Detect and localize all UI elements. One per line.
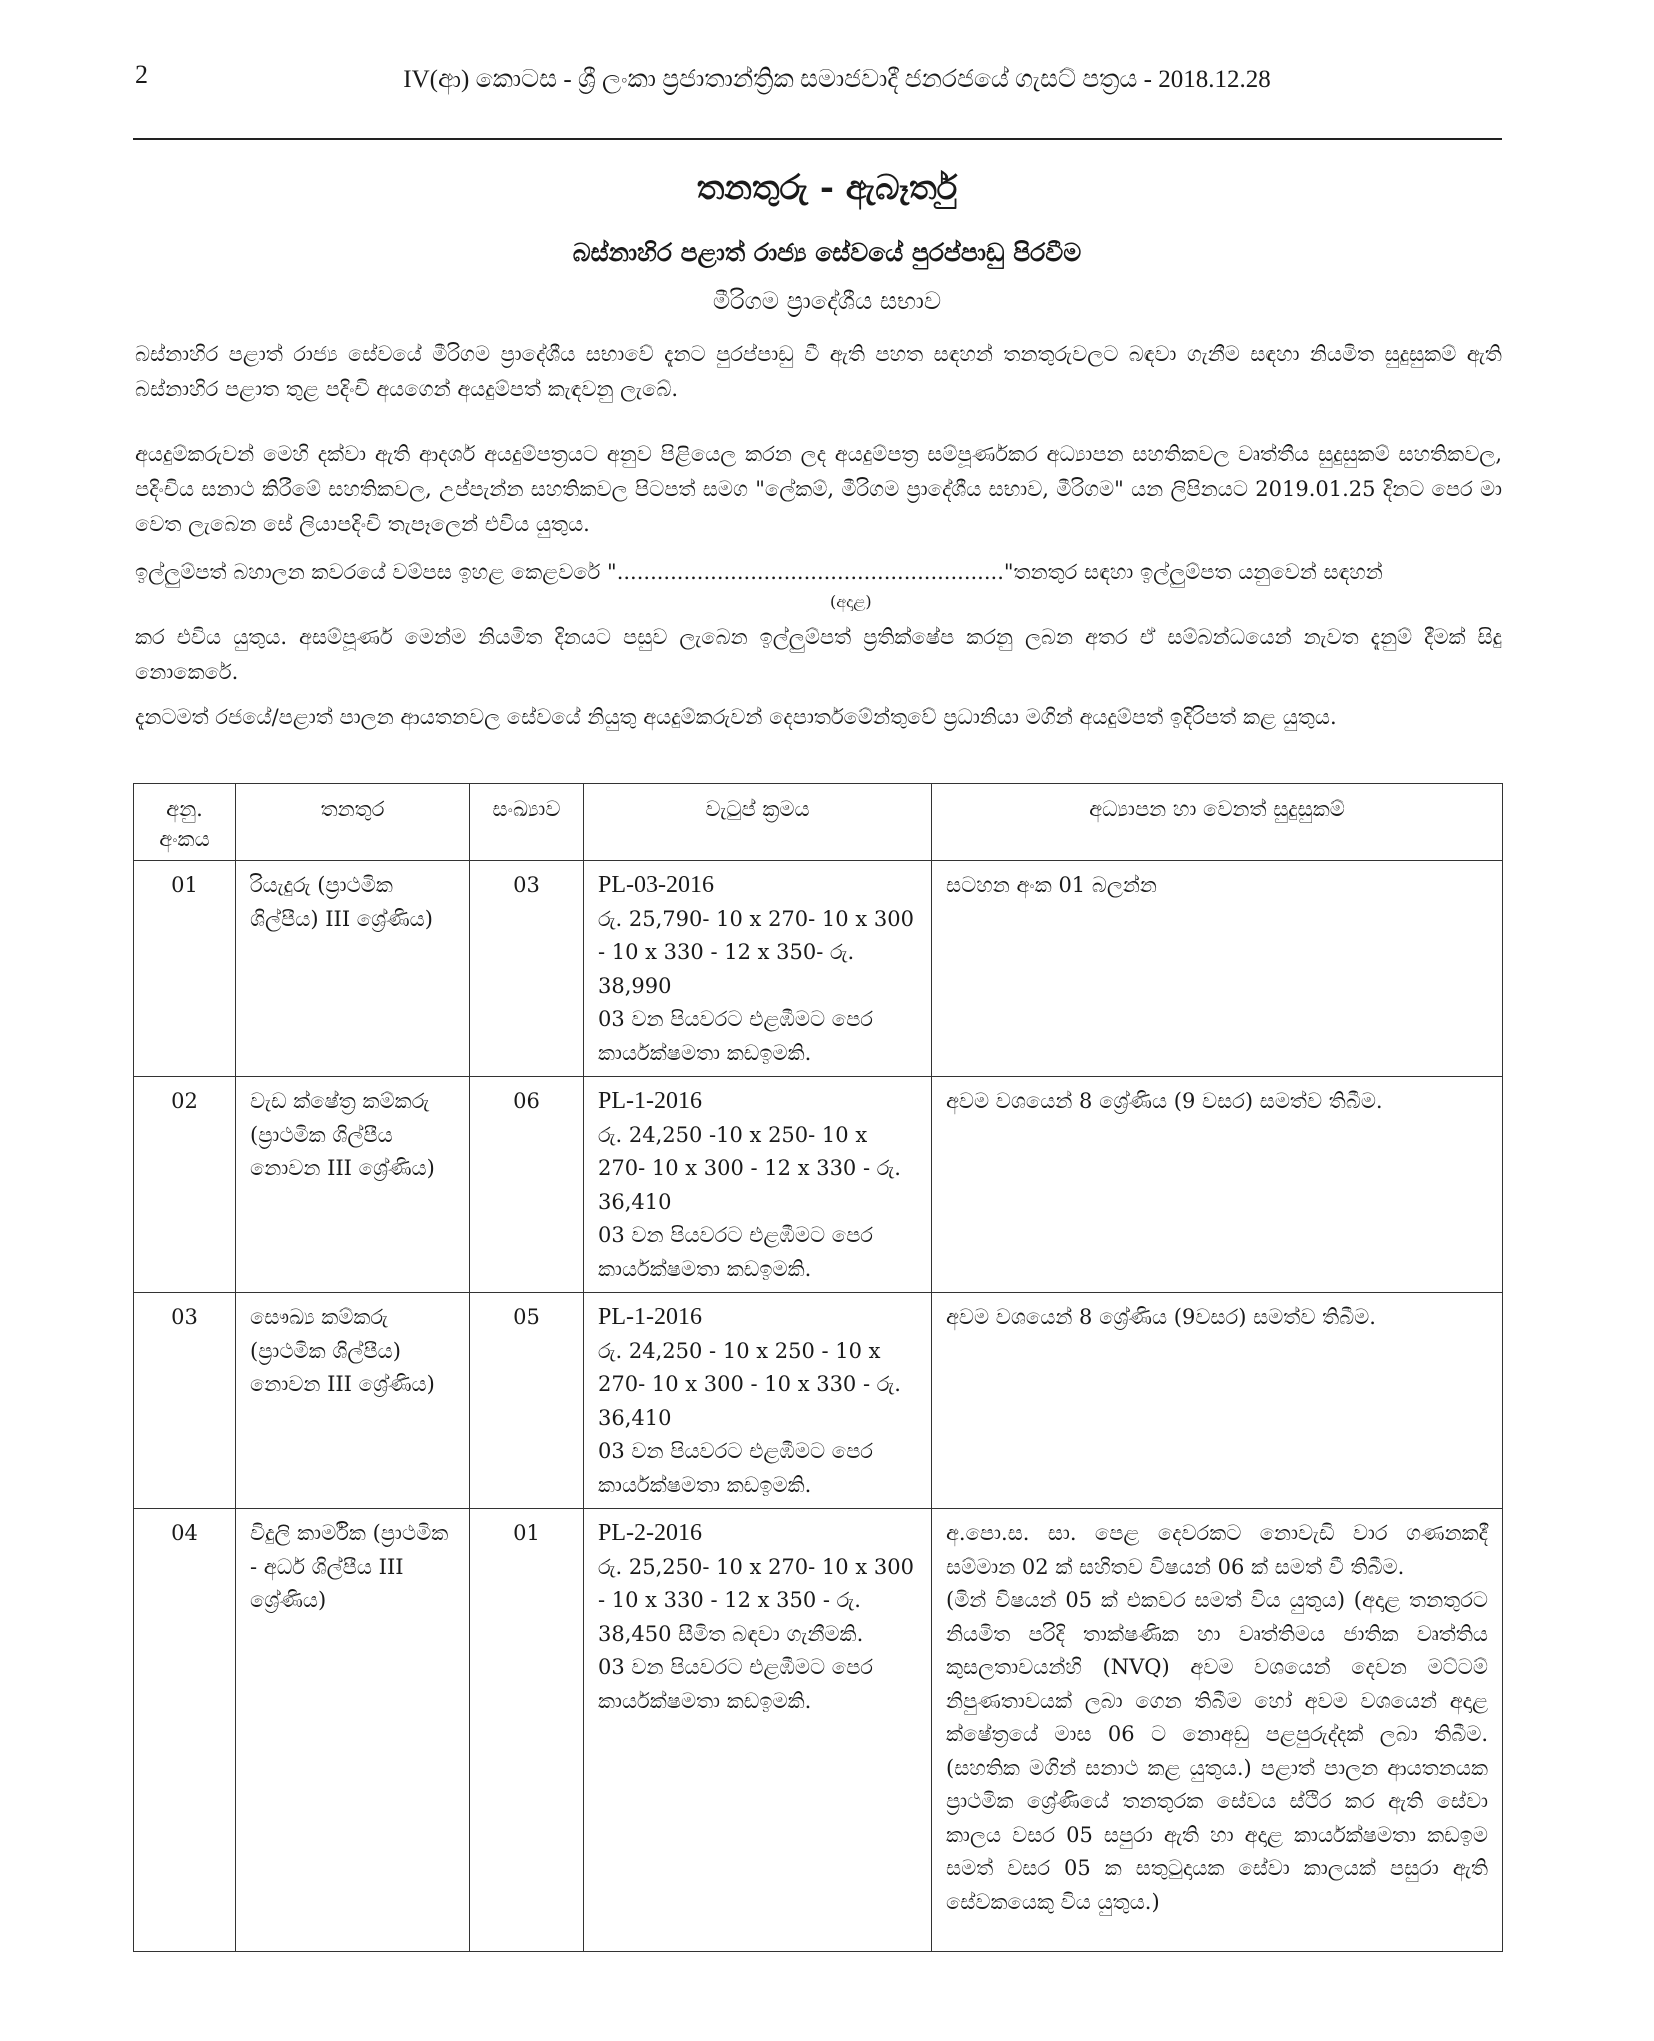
cell-serial-no: 04 (134, 1509, 236, 1952)
cell-qualifications: අවම වශයෙන් 8 ශ්‍රේණිය (9 වසර) සමත්ව තිබීම. (932, 1077, 1503, 1293)
salary-code: PL-2-2016 (598, 1520, 702, 1546)
cell-post: සෞඛ්‍ය කම්කරු (ප්‍රාථමික ශිල්පීය) නොවන III ශ්‍රේණිය) (236, 1293, 470, 1509)
cell-post: රියැදුරු (ප්‍රාථමික ශිල්පීය) III ශ්‍රේණිය) (236, 861, 470, 1077)
table-row (134, 861, 1503, 1077)
cell-count: 03 (470, 861, 584, 1077)
header-qualifications: අධ්‍යාපන හා වෙනත් සුදුසුකම් (932, 784, 1503, 861)
cell-salary (584, 861, 932, 1077)
salary-note: 03 වන පියවරට එළඹීමට පෙර කාර්යක්ෂමතා කඩඉමකි. (598, 1223, 873, 1281)
cell-count: 05 (470, 1293, 584, 1509)
header-post: තනතුර (236, 784, 470, 861)
cell-serial-no: 02 (134, 1077, 236, 1293)
council-name: මීරිගම ප්‍රාදේශීය සභාව (712, 287, 942, 315)
header-salary: වැටුප් ක්‍රමය (584, 784, 932, 861)
salary-scale: රු. 24,250 - 10 x 250 - 10 x 270- 10 x 300 - 10 x 330 - රු. 36,410 (598, 1338, 901, 1430)
qualifications-main: අ.පො.ස. සා. පෙළ දෙවරකට නොවැඩි වාර ගණනකදී සම්මාන 02 ක් සහිතව විෂයන් 06 ක් සමත් වී තිබීම. (946, 1521, 1488, 1579)
cell-salary (584, 1509, 932, 1952)
page-number: 2 (135, 60, 148, 89)
cell-qualifications: අවම වශයෙන් 8 ශ්‍රේණිය (9වසර) සමත්ව තිබීම. (932, 1293, 1503, 1509)
header-count: සංඛ්‍යාව (470, 784, 584, 861)
paragraph-instructions: අයදුම්කරුවන් මෙහි දක්වා ඇති ආදර්ශ අයදුම්පත්‍රයට අනුව පිළියෙල කරන ලද අයදුම්පත්‍ර සම්පූර්ණකර අධ්‍යාපන සහතිකවල වෘත්තීය සුදුසුකම් සහතිකවල, පදිංචිය සනාථ කිරීමේ සහතිකවල, උප්පැන්න සහතිකවල පිටපත් සමග "ලේකම්, මීරිගම ප්‍රාදේශීය සභාව, මීරිගම" යන ලිපිනයට 2019.01.25 දිනට පෙර මා වෙත ලැබෙන සේ ලියාපදිංචි තැපෑලෙන් එවිය යුතුය. (135, 442, 1502, 536)
cell-serial-no: 01 (134, 861, 236, 1077)
table-row (134, 1509, 1503, 1952)
salary-code: PL-1-2016 (598, 1304, 702, 1330)
vacancies-table (133, 783, 1503, 1952)
running-header: IV(ආ) කොටස - ශ්‍රී ලංකා ප්‍රජාතාන්ත්‍රික සමාජවාදී ජනරජයේ ගැසට් පත්‍රය - 2018.12.28 (403, 66, 1271, 93)
paragraph-envelope-note: (අදාළ) (830, 592, 872, 611)
cell-qualifications (932, 1509, 1503, 1952)
salary-note: 03 වන පියවරට එළඹීමට පෙර කාර්යක්ෂමතා කඩඉමකි. (598, 1007, 873, 1065)
qualifications-additional: (මින් විෂයන් 05 ක් එකවර සමත් විය යුතුය) (අදාළ තනතුරට නියමිත පරිදි තාක්ෂණික හා වෘත්තිමය ජාතික වෘත්තිය කුසලතාවයන්හි (NVQ) අවම වශයෙන් දෙවන මට්ටම් නිපුණතාවයක් ලබා ගෙන තිබීම හෝ අවම වශයෙන් අදාළ ක්ෂේත්‍රයේ මාස 06 ට නොඅඩු පළපුරුද්දක් ලබා තිබීම. (සහතික මගින් සනාථ කළ යුතුය.) පළාත් පාලන ආයතනයක ප්‍රාථමික ශ්‍රේණියේ තනතුරක සේවය ස්ථිර කර ඇති සේවා කාලය වසර 05 සපුරා ඇති හා අදාළ කාර්යක්ෂමතා කඩඉම සමත් වසර 05 ක සතුටුදායක සේවා කාලයක් පසුරා ඇති සේවකයෙකු විය යුතුය.) (946, 1588, 1488, 1914)
header-serial-no: අනු. අංකය (134, 784, 236, 861)
salary-code: PL-1-2016 (598, 1088, 702, 1114)
salary-note: 03 වන පියවරට එළඹීමට පෙර කාර්යක්ෂමතා කඩඉමකි. (598, 1655, 873, 1713)
cell-count: 01 (470, 1509, 584, 1952)
cell-salary (584, 1077, 932, 1293)
salary-scale: රු. 25,250- 10 x 270- 10 x 300 - 10 x 330 - 12 x 350 - රු. 38,450 සීමිත බඳවා ගැනීමකි. (598, 1554, 914, 1646)
cell-qualifications: සටහන අංක 01 බලන්න (932, 861, 1503, 1077)
paragraph-envelope: ඉල්ලුම්පත් බහාලන කවරයේ වම්පස ඉහළ කෙළවරේ ".........................................................."තනතුර සඳහා ඉල්ලුම්පත යනුවෙන් සඳහන් (135, 560, 1383, 584)
cell-salary (584, 1293, 932, 1509)
salary-scale: රු. 25,790- 10 x 270- 10 x 300 - 10 x 330 - 12 x 350- රු. 38,990 (598, 906, 914, 998)
table-row (134, 1293, 1503, 1509)
paragraph-rejection: කර එවිය යුතුය. අසම්පූර්ණ මෙන්ම නියමිත දිනයට පසුව ලැබෙන ඉල්ලුම්පත් ප්‍රතික්ෂේප කරනු ලබන අතර ඒ සම්බන්ධයෙන් නැවත දැනුම් දීමක් සිදු නොකෙරේ. (135, 625, 1502, 684)
cell-post: වැඩ ක්ෂේත්‍ර කම්කරු (ප්‍රාථමික ශිල්පීය නොවන III ශ්‍රේණිය) (236, 1077, 470, 1293)
paragraph-employed-applicants: දැනටමත් රජයේ/පළාත් පාලන ආයතනවල සේවයේ නියුතු අයදුම්කරුවන් දෙපාර්තමේන්තුවේ ප්‍රධානියා මගින් අයදුම්පත් ඉදිරිපත් කළ යුතුය. (135, 705, 1337, 729)
notice-title: තනතුරු - ඇබෑර්තු (696, 168, 958, 208)
cell-serial-no: 03 (134, 1293, 236, 1509)
table-header-row (134, 784, 1503, 861)
header-rule (133, 138, 1502, 140)
salary-scale: රු. 24,250 -10 x 250- 10 x 270- 10 x 300 - 12 x 330 - රු. 36,410 (598, 1122, 901, 1214)
salary-note: 03 වන පියවරට එළඹීමට පෙර කාර්යක්ෂමතා කඩඉමකි. (598, 1439, 873, 1497)
cell-count: 06 (470, 1077, 584, 1293)
paragraph-intro: බස්නාහිර පළාත් රාජ්‍ය සේවයේ මීරිගම ප්‍රාදේශීය සභාවේ දැනට පුරප්පාඩු වී ඇති පහත සඳහන් තනතුරුවලට බඳවා ගැනීම සඳහා නියමිත සුදුසුකම් ඇති බස්නාහිර පළාත තුළ පදිංචි අයගෙන් අයදුම්පත් කැඳවනු ලැබේ. (135, 342, 1502, 401)
cell-post: විදුලි කාර්මික (ප්‍රාථමික - අර්ධ ශිල්පීය III ශ්‍රේණිය) (236, 1509, 470, 1952)
table-row (134, 1077, 1503, 1293)
salary-code: PL-03-2016 (598, 872, 714, 898)
notice-subtitle: බස්නාහිර පළාත් රාජ්‍ය සේවයේ පුරප්පාඩු පිරවීම (572, 238, 1082, 267)
